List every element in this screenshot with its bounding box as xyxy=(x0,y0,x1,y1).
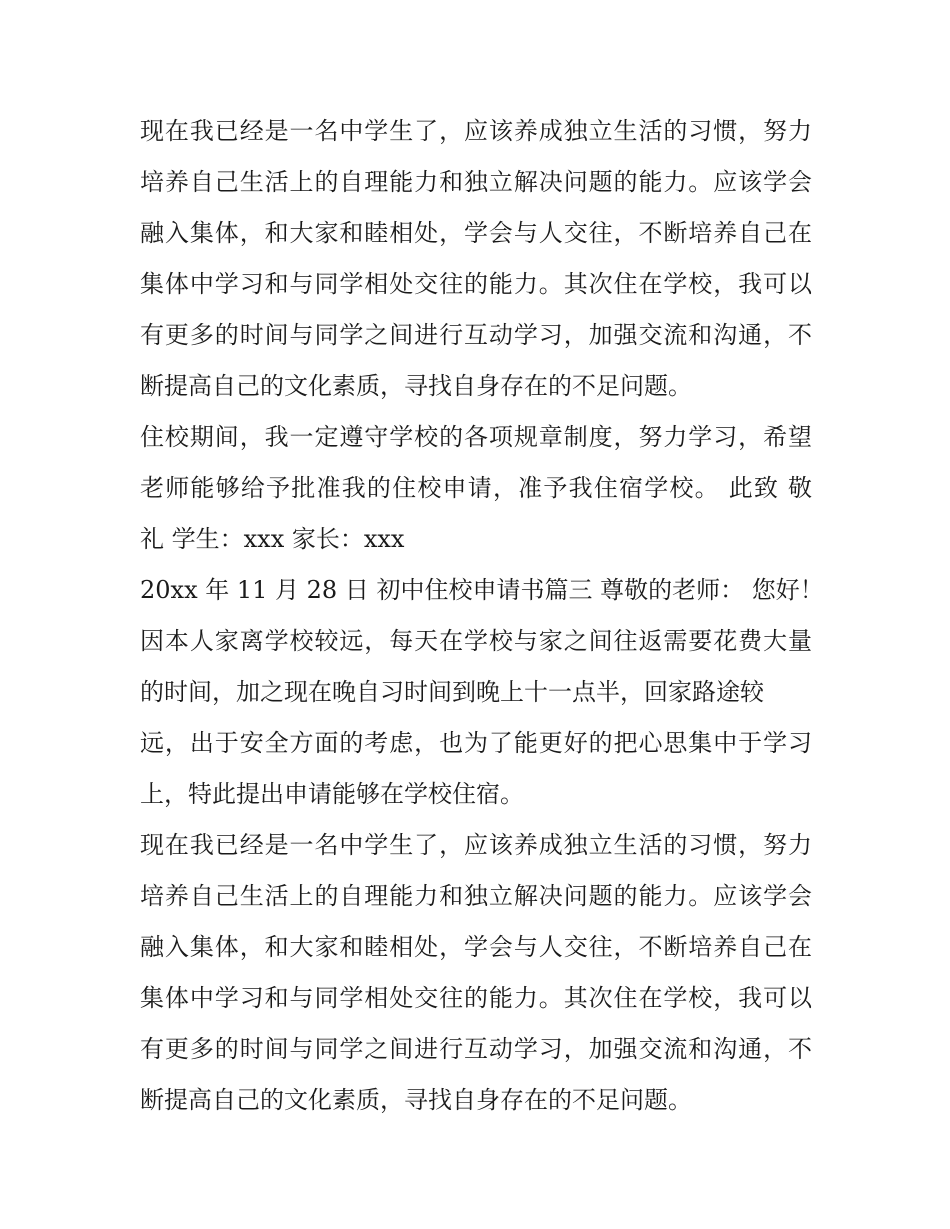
text-line: 断提高自己的文化素质，寻找自身存在的不足问题。 xyxy=(140,372,692,400)
text-line: 集体中学习和与同学相处交往的能力。其次住在学校，我可以 xyxy=(140,984,812,1012)
text-line: 的时间，加之现在晚自习时间到晚上十一点半，回家路途较 xyxy=(140,678,764,706)
text-line: 礼 学生：xxx 家长：xxx xyxy=(140,525,405,553)
text-line: 老师能够给予批准我的住校申请，准予我住宿学校。 此致 敬 xyxy=(140,474,812,502)
text-line: 因本人家离学校较远，每天在学校与家之间往返需要花费大量 xyxy=(140,627,812,655)
document-body xyxy=(140,106,824,1126)
text-line: 现在我已经是一名中学生了，应该养成独立生活的习惯，努力 xyxy=(140,117,812,145)
text-line: 集体中学习和与同学相处交往的能力。其次住在学校，我可以 xyxy=(140,270,812,298)
text-line: 融入集体，和大家和睦相处，学会与人交往，不断培养自己在 xyxy=(140,933,812,961)
text-line: 现在我已经是一名中学生了，应该养成独立生活的习惯，努力 xyxy=(140,831,812,859)
text-line: 断提高自己的文化素质，寻找自身存在的不足问题。 xyxy=(140,1086,692,1114)
text-line: 有更多的时间与同学之间进行互动学习，加强交流和沟通，不 xyxy=(140,321,812,349)
text-line: 有更多的时间与同学之间进行互动学习，加强交流和沟通，不 xyxy=(140,1035,812,1063)
text-line: 住校期间，我一定遵守学校的各项规章制度，努力学习，希望 xyxy=(140,423,812,451)
text-line: 远，出于安全方面的考虑，也为了能更好的把心思集中于学习 xyxy=(140,729,812,757)
text-line: 20xx 年 11 月 28 日 初中住校申请书篇三 尊敬的老师： 您好！ xyxy=(140,576,824,604)
text-line: 培养自己生活上的自理能力和独立解决问题的能力。应该学会 xyxy=(140,882,812,910)
text-line: 上，特此提出申请能够在学校住宿。 xyxy=(140,780,524,808)
text-line: 培养自己生活上的自理能力和独立解决问题的能力。应该学会 xyxy=(140,168,812,196)
text-line: 融入集体，和大家和睦相处，学会与人交往，不断培养自己在 xyxy=(140,219,812,247)
